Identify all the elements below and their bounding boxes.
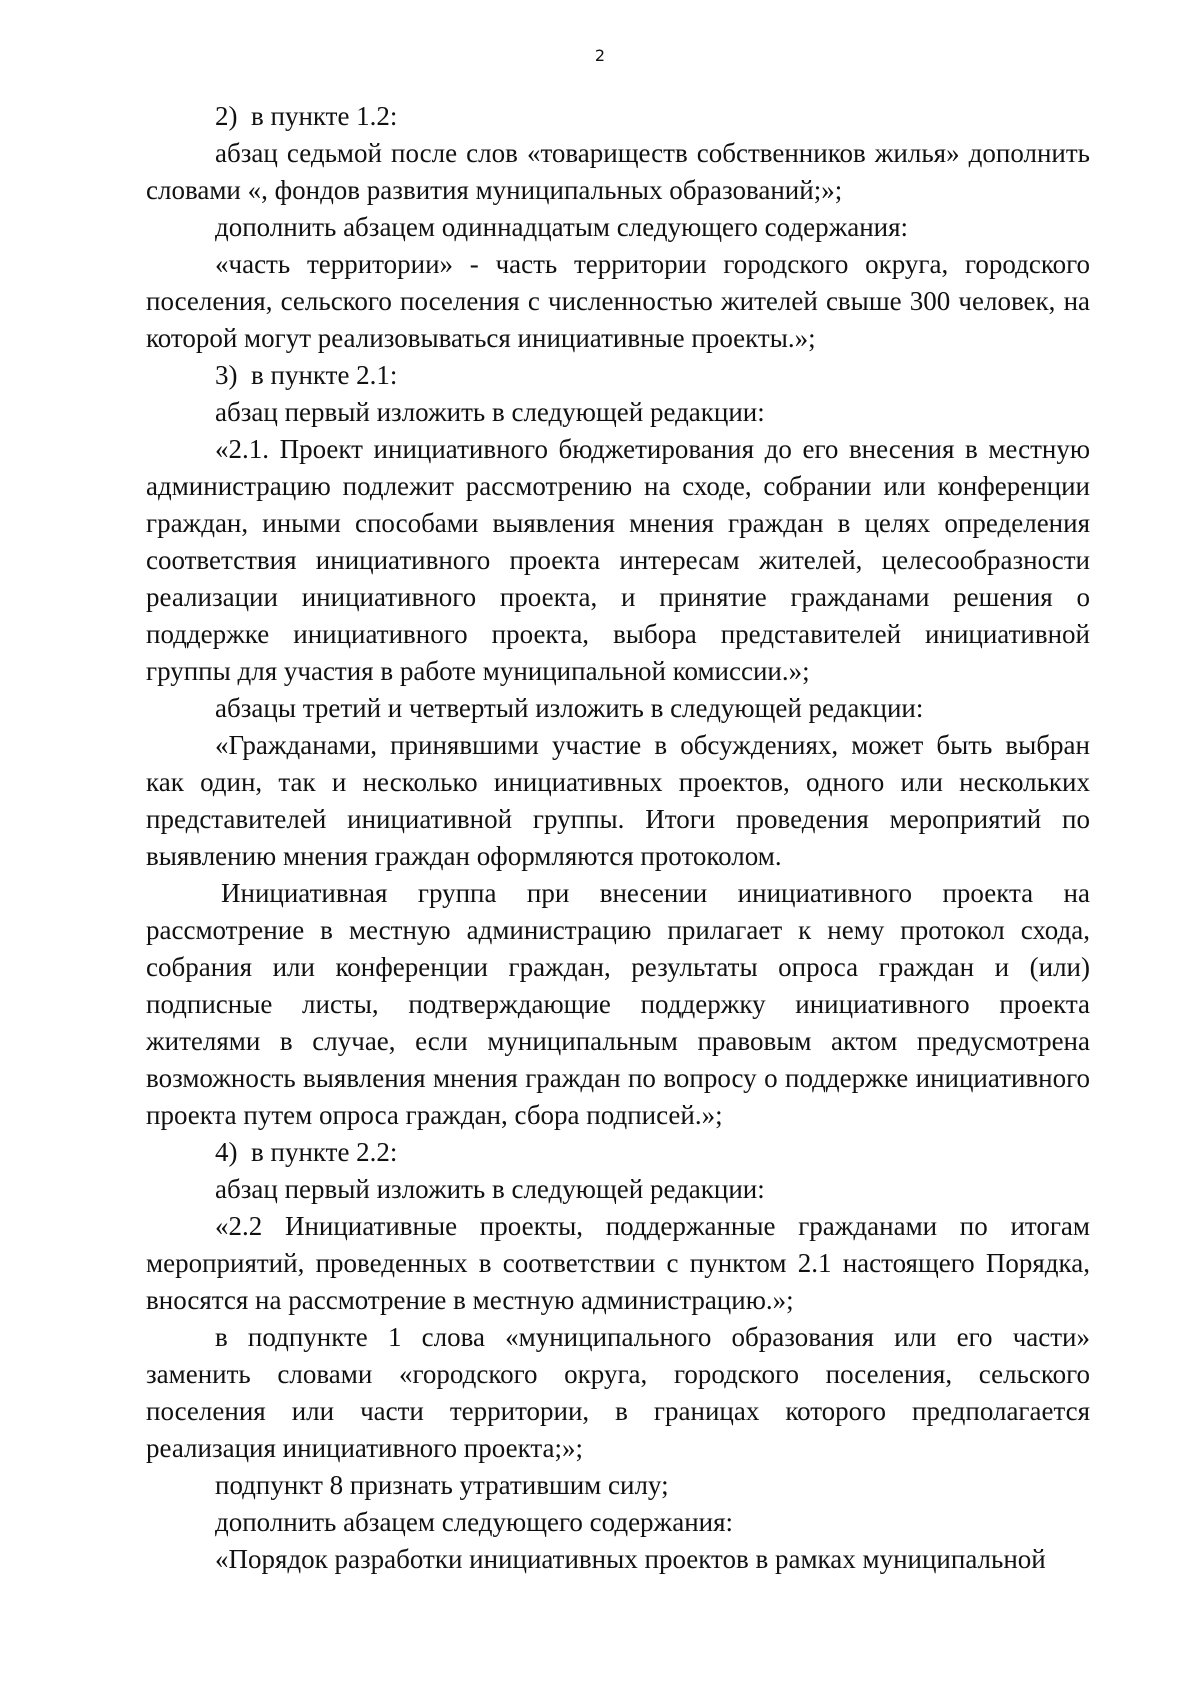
paragraph: «Гражданами, принявшими участие в обсуждениях, может быть выбран как один, так и несколько инициативных проектов, одного или нескольких представителей инициативной группы. Итоги проведения мероприятий по выявлению мнения граждан оформляются протоколом. <box>146 730 1090 871</box>
paragraph: абзац первый изложить в следующей редакции: <box>215 1174 765 1204</box>
paragraph: Инициативная группа при внесении инициативного проекта на рассмотрение в местную администрацию прилагает к нему протокол схода, собрания или конференции граждан, результаты опроса граждан и (или) подписные листы, подтверждающие поддержку инициативного проекта жителями в случае, если муниципальным правовым актом предусмотрена возможность выявления мнения граждан по вопросу о поддержке инициативного проекта путем опроса граждан, сбора подписей.»; <box>146 878 1090 1130</box>
paragraph: 2) в пункте 1.2: <box>215 101 398 131</box>
paragraph: дополнить абзацем следующего содержания: <box>215 1507 734 1537</box>
paragraph: 3) в пункте 2.1: <box>215 360 398 390</box>
paragraph: дополнить абзацем одиннадцатым следующего содержания: <box>215 212 909 242</box>
paragraph: «2.1. Проект инициативного бюджетирования до его внесения в местную администрацию подлежит рассмотрению на сходе, собрании или конференции граждан, иными способами выявления мнения граждан в целях определения соответствия инициативного проекта интересам жителей, целесообразности реализации инициативного проекта, и принятие гражданами решения о поддержке инициативного проекта, выбора представителей инициативной группы для участия в работе муниципальной комиссии.»; <box>146 434 1090 686</box>
paragraph: 4) в пункте 2.2: <box>215 1137 398 1167</box>
paragraph: в подпункте 1 слова «муниципального образования или его части» заменить словами «городского округа, городского поселения, сельского поселения или части территории, в границах которого предполагается реализация инициативного проекта;»; <box>146 1322 1090 1463</box>
paragraph: абзац седьмой после слов «товариществ собственников жилья» дополнить словами «, фондов развития муниципальных образований;»; <box>146 138 1090 205</box>
paragraph: абзацы третий и четвертый изложить в следующей редакции: <box>215 693 924 723</box>
paragraph: подпункт 8 признать утратившим силу; <box>215 1470 669 1500</box>
document-body <box>146 98 1090 1578</box>
paragraph: «2.2 Инициативные проекты, поддержанные гражданами по итогам мероприятий, проведенных в соответствии с пунктом 2.1 настоящего Порядка, вносятся на рассмотрение в местную администрацию.»; <box>146 1211 1090 1315</box>
paragraph: абзац первый изложить в следующей редакции: <box>215 397 765 427</box>
paragraph: «Порядок разработки инициативных проектов в рамках муниципальной <box>215 1544 1046 1574</box>
page-number: 2 <box>594 46 606 65</box>
paragraph: «часть территории» - часть территории городского округа, городского поселения, сельского поселения с численностью жителей свыше 300 человек, на которой могут реализовываться инициативные проекты.»; <box>146 249 1090 353</box>
